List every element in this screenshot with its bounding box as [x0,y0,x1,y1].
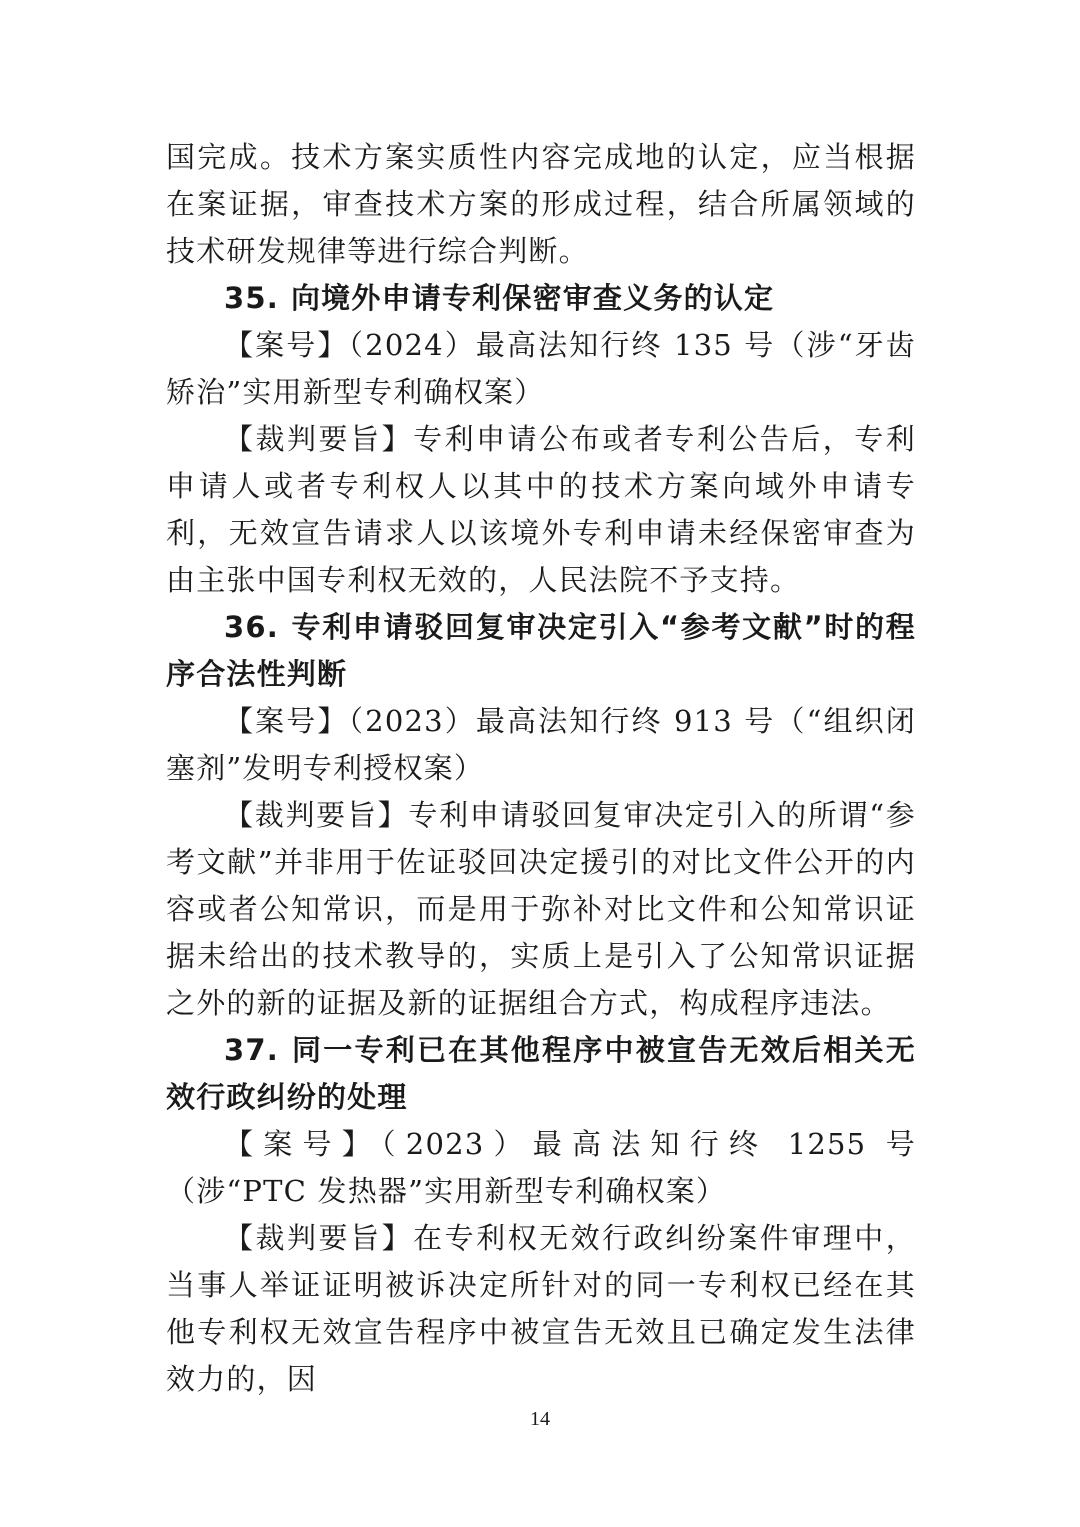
case-number-37 [166,1121,916,1215]
case-number-text: （2023）最高法知行终 1255 号（涉“PTC 发热器”实用新型专利确权案） [166,1127,916,1208]
document-body [166,134,916,1403]
section-heading-37 [166,1027,916,1121]
case-number-label: 【案号】 [224,328,349,362]
section-title: 向境外申请专利保密审查义务的认定 [290,281,775,315]
case-number-36 [166,698,916,792]
section-heading-35 [166,275,916,322]
case-number-text: （2024）最高法知行终 135 号（涉“牙齿矫治”实用新型专利确权案） [166,328,916,409]
ruling-summary-label: 【裁判要旨】 [224,1221,414,1255]
ruling-summary-37 [166,1215,916,1403]
case-number-label: 【案号】 [224,1127,382,1161]
section-number: 35. [224,281,279,315]
case-number-text: （2023）最高法知行终 913 号（“组织闭塞剂”发明专利授权案） [166,704,916,785]
ruling-summary-text: 专利申请公布或者专利公告后，专利申请人或者专利权人以其中的技术方案向域外申请专利，无效宣告请求人以该境外专利申请未经保密审查为由主张中国专利权无效的，人民法院不予支持。 [166,422,917,597]
case-number-35 [166,322,916,416]
ruling-summary-label: 【裁判要旨】 [224,798,409,832]
section-number: 36. [224,610,279,644]
section-title: 同一专利已在其他程序中被宣告无效后相关无效行政纠纷的处理 [166,1033,916,1114]
paragraph-continuation: 国完成。技术方案实质性内容完成地的认定，应当根据在案证据，审查技术方案的形成过程，结合所属领域的技术研发规律等进行综合判断。 [166,140,916,268]
ruling-summary-text: 在专利权无效行政纠纷案件审理中，当事人举证证明被诉决定所针对的同一专利权已经在其他专利权无效宣告程序中被宣告无效且已确定发生法律效力的，因 [166,1221,917,1396]
page-number: 14 [530,1408,550,1430]
ruling-summary-text: 专利申请驳回复审决定引入的所谓“参考文献”并非用于佐证驳回决定援引的对比文件公开的内容或者公知常识，而是用于弥补对比文件和公知常识证据未给出的技术教导的，实质上是引入了公知常识证据之外的新的证据及新的证据组合方式，构成程序违法。 [166,798,916,1020]
section-heading-36 [166,604,916,698]
ruling-summary-35 [166,416,916,604]
ruling-summary-36 [166,792,916,1027]
section-title: 专利申请驳回复审决定引入“参考文献”时的程序合法性判断 [166,610,916,691]
ruling-summary-label: 【裁判要旨】 [224,422,414,456]
section-number: 37. [224,1033,279,1067]
case-number-label: 【案号】 [224,704,349,738]
